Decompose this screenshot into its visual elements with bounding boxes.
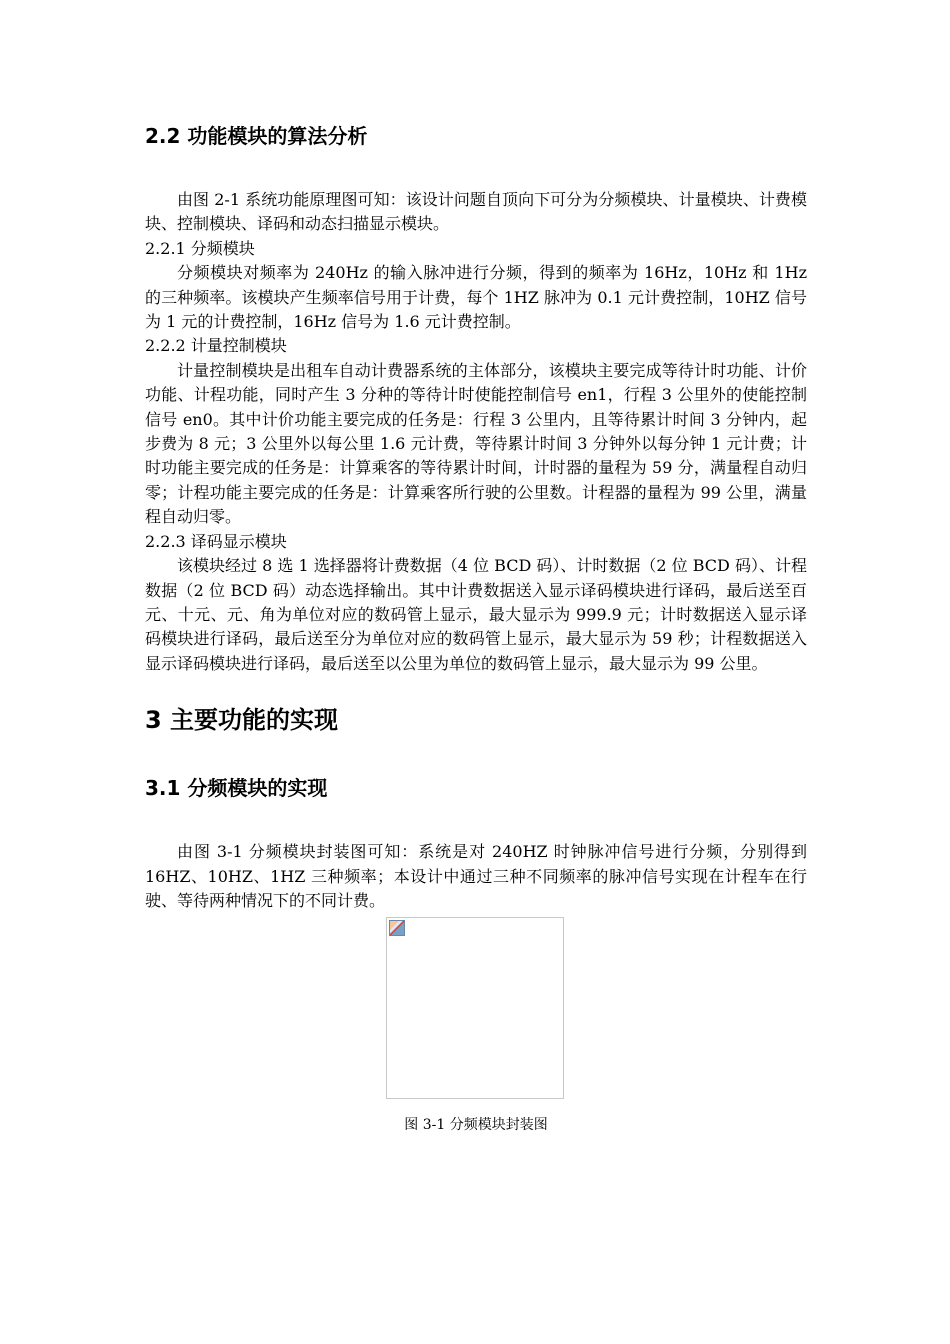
paragraph-3-1: 由图 3-1 分频模块封装图可知：系统是对 240HZ 时钟脉冲信号进行分频，分别得到 16HZ、10HZ、1HZ 三种频率；本设计中通过三种不同频率的脉冲信号实现在计程车在行驶、等待两种情况下的不同计费。 bbox=[145, 842, 807, 910]
paragraph-2-2-1: 分频模块对频率为 240Hz 的输入脉冲进行分频，得到的频率为 16Hz，10Hz 和 1Hz 的三种频率。该模块产生频率信号用于计费，每个 1HZ 脉冲为 0.1 元计费控制，10HZ 信号为 1 元的计费控制，16Hz 信号为 1.6 元计费控制。 bbox=[145, 263, 807, 332]
heading-2-2: 2.2 功能模块的算法分析 bbox=[145, 124, 368, 148]
heading-2-2-3: 2.2.3 译码显示模块 bbox=[145, 531, 287, 551]
heading-3-1: 3.1 分频模块的实现 bbox=[145, 776, 328, 801]
paragraph-2-2-intro: 由图 2-1 系统功能原理图可知：该设计问题自顶向下可分为分频模块、计量模块、计费模块、控制模块、译码和动态扫描显示模块。 bbox=[145, 190, 807, 234]
broken-image-icon bbox=[389, 920, 405, 936]
heading-3: 3 主要功能的实现 bbox=[145, 706, 339, 735]
paragraph-2-2-3: 该模块经过 8 选 1 选择器将计费数据（4 位 BCD 码）、计时数据（2 位 BCD 码）、计程数据（2 位 BCD 码）动态选择输出。其中计费数据送入显示译码模块进行译码，最后送至百元、十元、元、角为单位对应的数码管上显示，最大显示为 999.9 元；计时数据送入显示译码模块进行译码，最后送至分为单位对应的数码管上显示，最大显示为 59 秒；计程数据送入显示译码模块进行译码，最后送至以公里为单位的数码管上显示，最大显示为 99 公里。 bbox=[145, 556, 807, 673]
paragraph-2-2-2: 计量控制模块是出租车自动计费器系统的主体部分，该模块主要完成等待计时功能、计价功能、计程功能，同时产生 3 分种的等待计时使能控制信号 en1，行程 3 公里外的使能控制信号 en0。其中计价功能主要完成的任务是：行程 3 公里内，且等待累计时间 3 分钟内，起步费为 8 元；3 公里外以每公里 1.6 元计费，等待累计时间 3 分钟外以每分钟 1 元计费；计时功能主要完成的任务是：计算乘客的等待累计时间，计时器的量程为 59 分，满量程自动归零；计程功能主要完成的任务是：计算乘客所行驶的公里数。计程器的量程为 99 公里，满量程自动归零。 bbox=[145, 360, 807, 527]
figure-3-1 bbox=[145, 917, 807, 1134]
figure-caption: 图 3-1 分频模块封装图 bbox=[404, 1117, 548, 1134]
heading-2-2-1: 2.2.1 分频模块 bbox=[145, 238, 255, 258]
figure-image-frame bbox=[386, 917, 564, 1099]
document-body bbox=[145, 118, 807, 1134]
heading-2-2-2: 2.2.2 计量控制模块 bbox=[145, 336, 287, 356]
